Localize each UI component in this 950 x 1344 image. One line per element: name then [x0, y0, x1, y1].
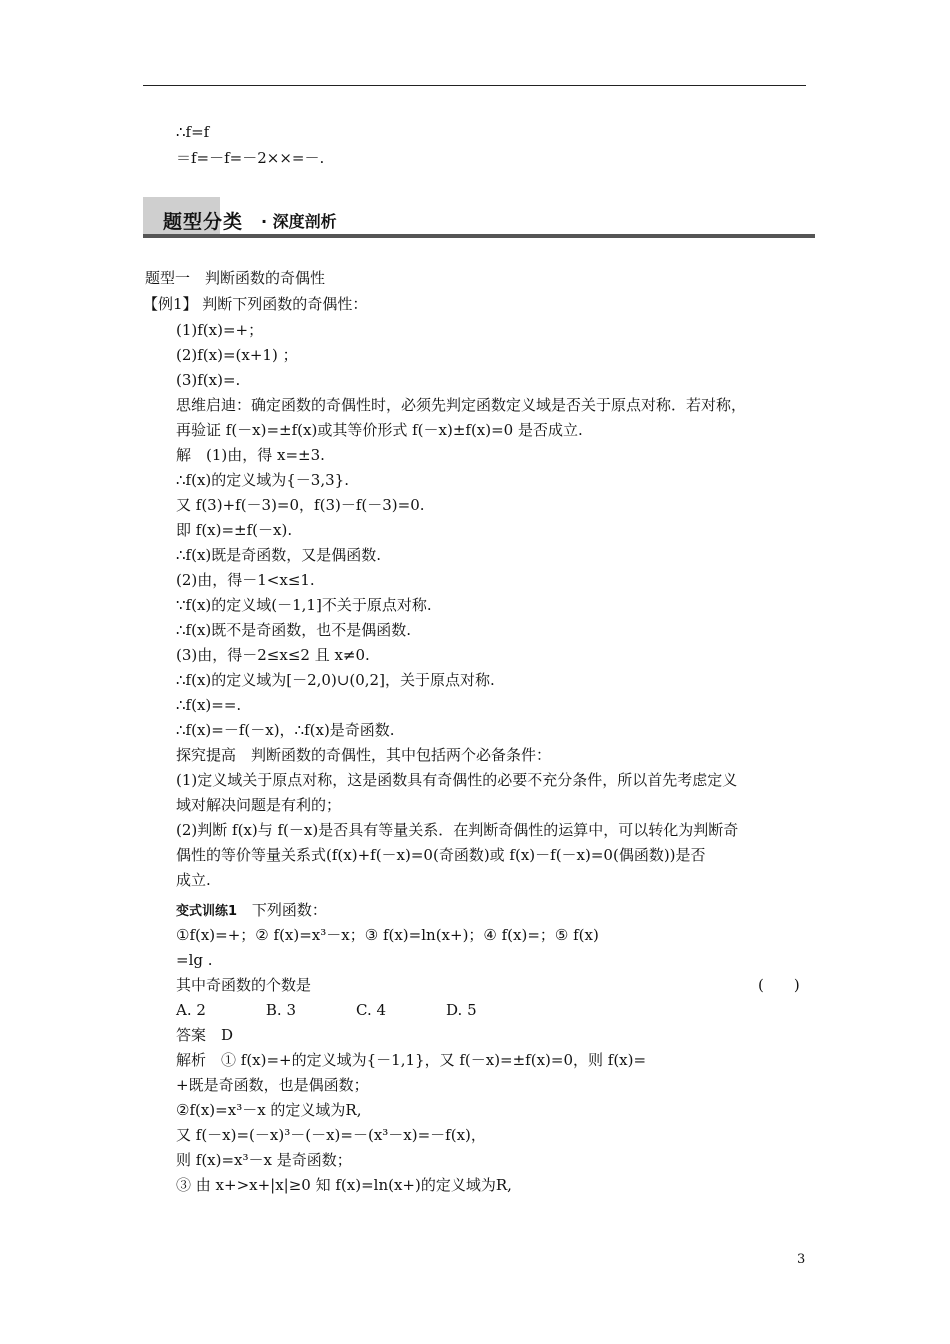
- text-line: 探究提高 判断函数的奇偶性，其中包括两个必备条件：: [176, 746, 552, 764]
- text-line: (3)f(x)=.: [176, 371, 241, 389]
- text-line: ①f(x)=+；② f(x)=x³－x；③ f(x)=ln(x+)；④ f(x)=；⑤ f(x): [176, 926, 599, 944]
- section-header: [143, 197, 815, 241]
- text-line: ∵f(x)的定义域(－1,1]不关于原点对称.: [176, 596, 432, 614]
- text-line: ＝f=－f=－2××=－.: [176, 149, 325, 167]
- text-line: 解 (1)由，得 x=±3.: [176, 446, 325, 464]
- text-line: ( ): [758, 976, 800, 994]
- text-line: 解析 ① f(x)=+的定义域为{－1,1}，又 f(－x)=±f(x)=0，则 f(x)=: [176, 1051, 647, 1069]
- text-line: (1)定义域关于原点对称，这是函数具有奇偶性的必要不充分条件，所以首先考虑定义: [176, 771, 738, 789]
- text-line: (2)f(x)=(x+1) ；: [176, 346, 298, 364]
- text-line: (2)判断 f(x)与 f(－x)是否具有等量关系．在判断奇偶性的运算中，可以转化为判断奇: [176, 821, 739, 839]
- text-line: +既是奇函数，也是偶函数；: [176, 1076, 369, 1094]
- text-line: ∴f(x)的定义域为[－2,0)∪(0,2]，关于原点对称.: [176, 671, 495, 689]
- text-line: 又 f(3)+f(－3)=0，f(3)－f(－3)=0.: [176, 496, 425, 514]
- exercise-text: 下列函数：: [251, 901, 327, 919]
- text-line: 即 f(x)=±f(－x).: [176, 521, 293, 539]
- text-line: 答案 D: [176, 1026, 234, 1044]
- text-line: (3)由，得－2≤x≤2 且 x≠0.: [176, 646, 370, 664]
- text-line: 【例1】 判断下列函数的奇偶性：: [143, 295, 368, 313]
- text-line: 又 f(－x)=(－x)³－(－x)=－(x³－x)=－f(x)，: [176, 1126, 486, 1144]
- section-header-bar: [143, 234, 815, 238]
- text-line: (2)由，得－1<x≤1.: [176, 571, 315, 589]
- text-line: ③ 由 x+>x+|x|≥0 知 f(x)=ln(x+)的定义域为R,: [176, 1176, 512, 1194]
- text-line: 则 f(x)=x³－x 是奇函数；: [176, 1151, 352, 1169]
- text-line: ∴f(x)既是奇函数，又是偶函数.: [176, 546, 382, 564]
- text-line: 偶性的等价等量关系式(f(x)+f(－x)=0(奇函数)或 f(x)－f(－x)=0(偶函数))是否: [176, 846, 706, 864]
- text-line: ∴f(x)的定义域为{－3,3}.: [176, 471, 349, 489]
- exercise-heading: [176, 900, 327, 922]
- text-line: ∴f(x)既不是奇函数，也不是偶函数.: [176, 621, 412, 639]
- text-line: 思维启迪：确定函数的奇偶性时，必须先判定函数定义域是否关于原点对称．若对称，: [176, 396, 747, 414]
- text-line: ∴f=f: [176, 123, 210, 141]
- section-subtitle: · 深度剖析: [261, 212, 337, 231]
- text-line: =lg .: [176, 951, 213, 969]
- text-line: ∴f(x)==.: [176, 696, 242, 714]
- text-line: (1)f(x)=+；: [176, 321, 264, 339]
- text-line: 再验证 f(－x)=±f(x)或其等价形式 f(－x)±f(x)=0 是否成立.: [176, 421, 583, 439]
- header-rule: [143, 85, 806, 86]
- exercise-label: 变式训练1: [176, 904, 238, 919]
- text-line: 成立.: [176, 871, 211, 889]
- text-line: 题型一 判断函数的奇偶性: [145, 269, 326, 287]
- text-line: 其中奇函数的个数是: [176, 976, 312, 994]
- text-line: A. 2 B. 3 C. 4 D. 5: [176, 1001, 477, 1019]
- text-line: ∴f(x)=－f(－x)，∴f(x)是奇函数.: [176, 721, 395, 739]
- text-line: 域对解决问题是有利的；: [176, 796, 342, 814]
- text-line: ②f(x)=x³－x 的定义域为R,: [176, 1101, 362, 1119]
- page-number: 3: [797, 1252, 806, 1267]
- section-title: 题型分类: [163, 211, 244, 233]
